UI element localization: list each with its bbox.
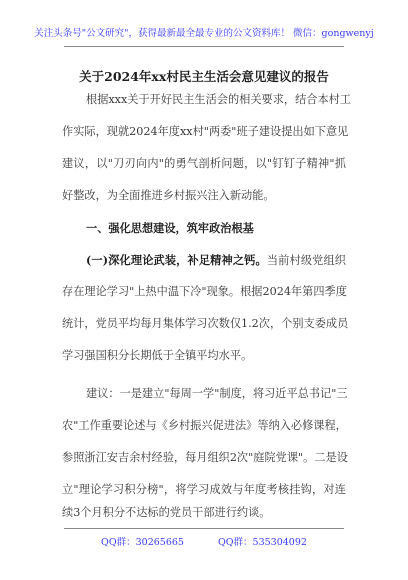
paragraph-line: 学习强国积分长期低于全镇平均水平。: [62, 349, 253, 362]
footer: [0, 534, 408, 548]
paragraph-line: 续3个月积分不达标的党员干部进行约谈。: [62, 506, 271, 519]
paragraph-line: 统计，党员平均每月集体学习次数仅1.2次，个别支委成员: [62, 317, 349, 330]
paragraph-line: 建议，以"刀刃向内"的勇气剖析问题，以"钉钉子精神"抓: [62, 157, 346, 170]
paragraph-line: 根据xxx关于开好民主生活会的相关要求，结合本村工: [86, 93, 352, 106]
footer-qq-group-1: QQ群：30265665: [101, 537, 184, 548]
document-title: 关于2024年xx村民主生活会意见建议的报告: [79, 69, 329, 84]
paragraph-line: 农"工作重要论述与《乡村振兴促进法》等纳入必修课程，: [62, 419, 347, 432]
paragraph-line: 存在理论学习"上热中温下冷"现象。根据2024年第四季度: [62, 285, 347, 298]
footer-divider: [64, 528, 344, 529]
subsection-lead: (一)深化理论武装，补足精神之钙。: [86, 253, 267, 267]
paragraph-line: 作实际，现就2024年度xx村"两委"班子建设提出如下意见: [62, 125, 349, 138]
paragraph-line: 参照浙江安吉余村经验，每月组织2次"庭院党课"。二是设: [62, 451, 348, 464]
paragraph-line: [86, 252, 346, 269]
paragraph-line: 立"理论学习积分榜"，将学习成效与年度考核挂钩，对连: [62, 483, 346, 496]
header-banner: 关注头条号"公文研究"，获得最新最全最专业的公文资料库！ 微信：gongwenyj: [34, 28, 374, 39]
paragraph-text: 当前村级党组织: [266, 254, 346, 267]
paragraph-line: 建议：一是建立"每周一学"制度，将习近平总书记"三: [86, 387, 348, 400]
footer-qq-group-2: QQ群：535304092: [217, 537, 307, 548]
paragraph-line: 好整改，为全面推进乡村振兴注入新动能。: [62, 189, 275, 202]
section-heading: 一、强化思想建设，筑牢政治根基: [86, 221, 254, 235]
header-divider: [64, 46, 344, 47]
